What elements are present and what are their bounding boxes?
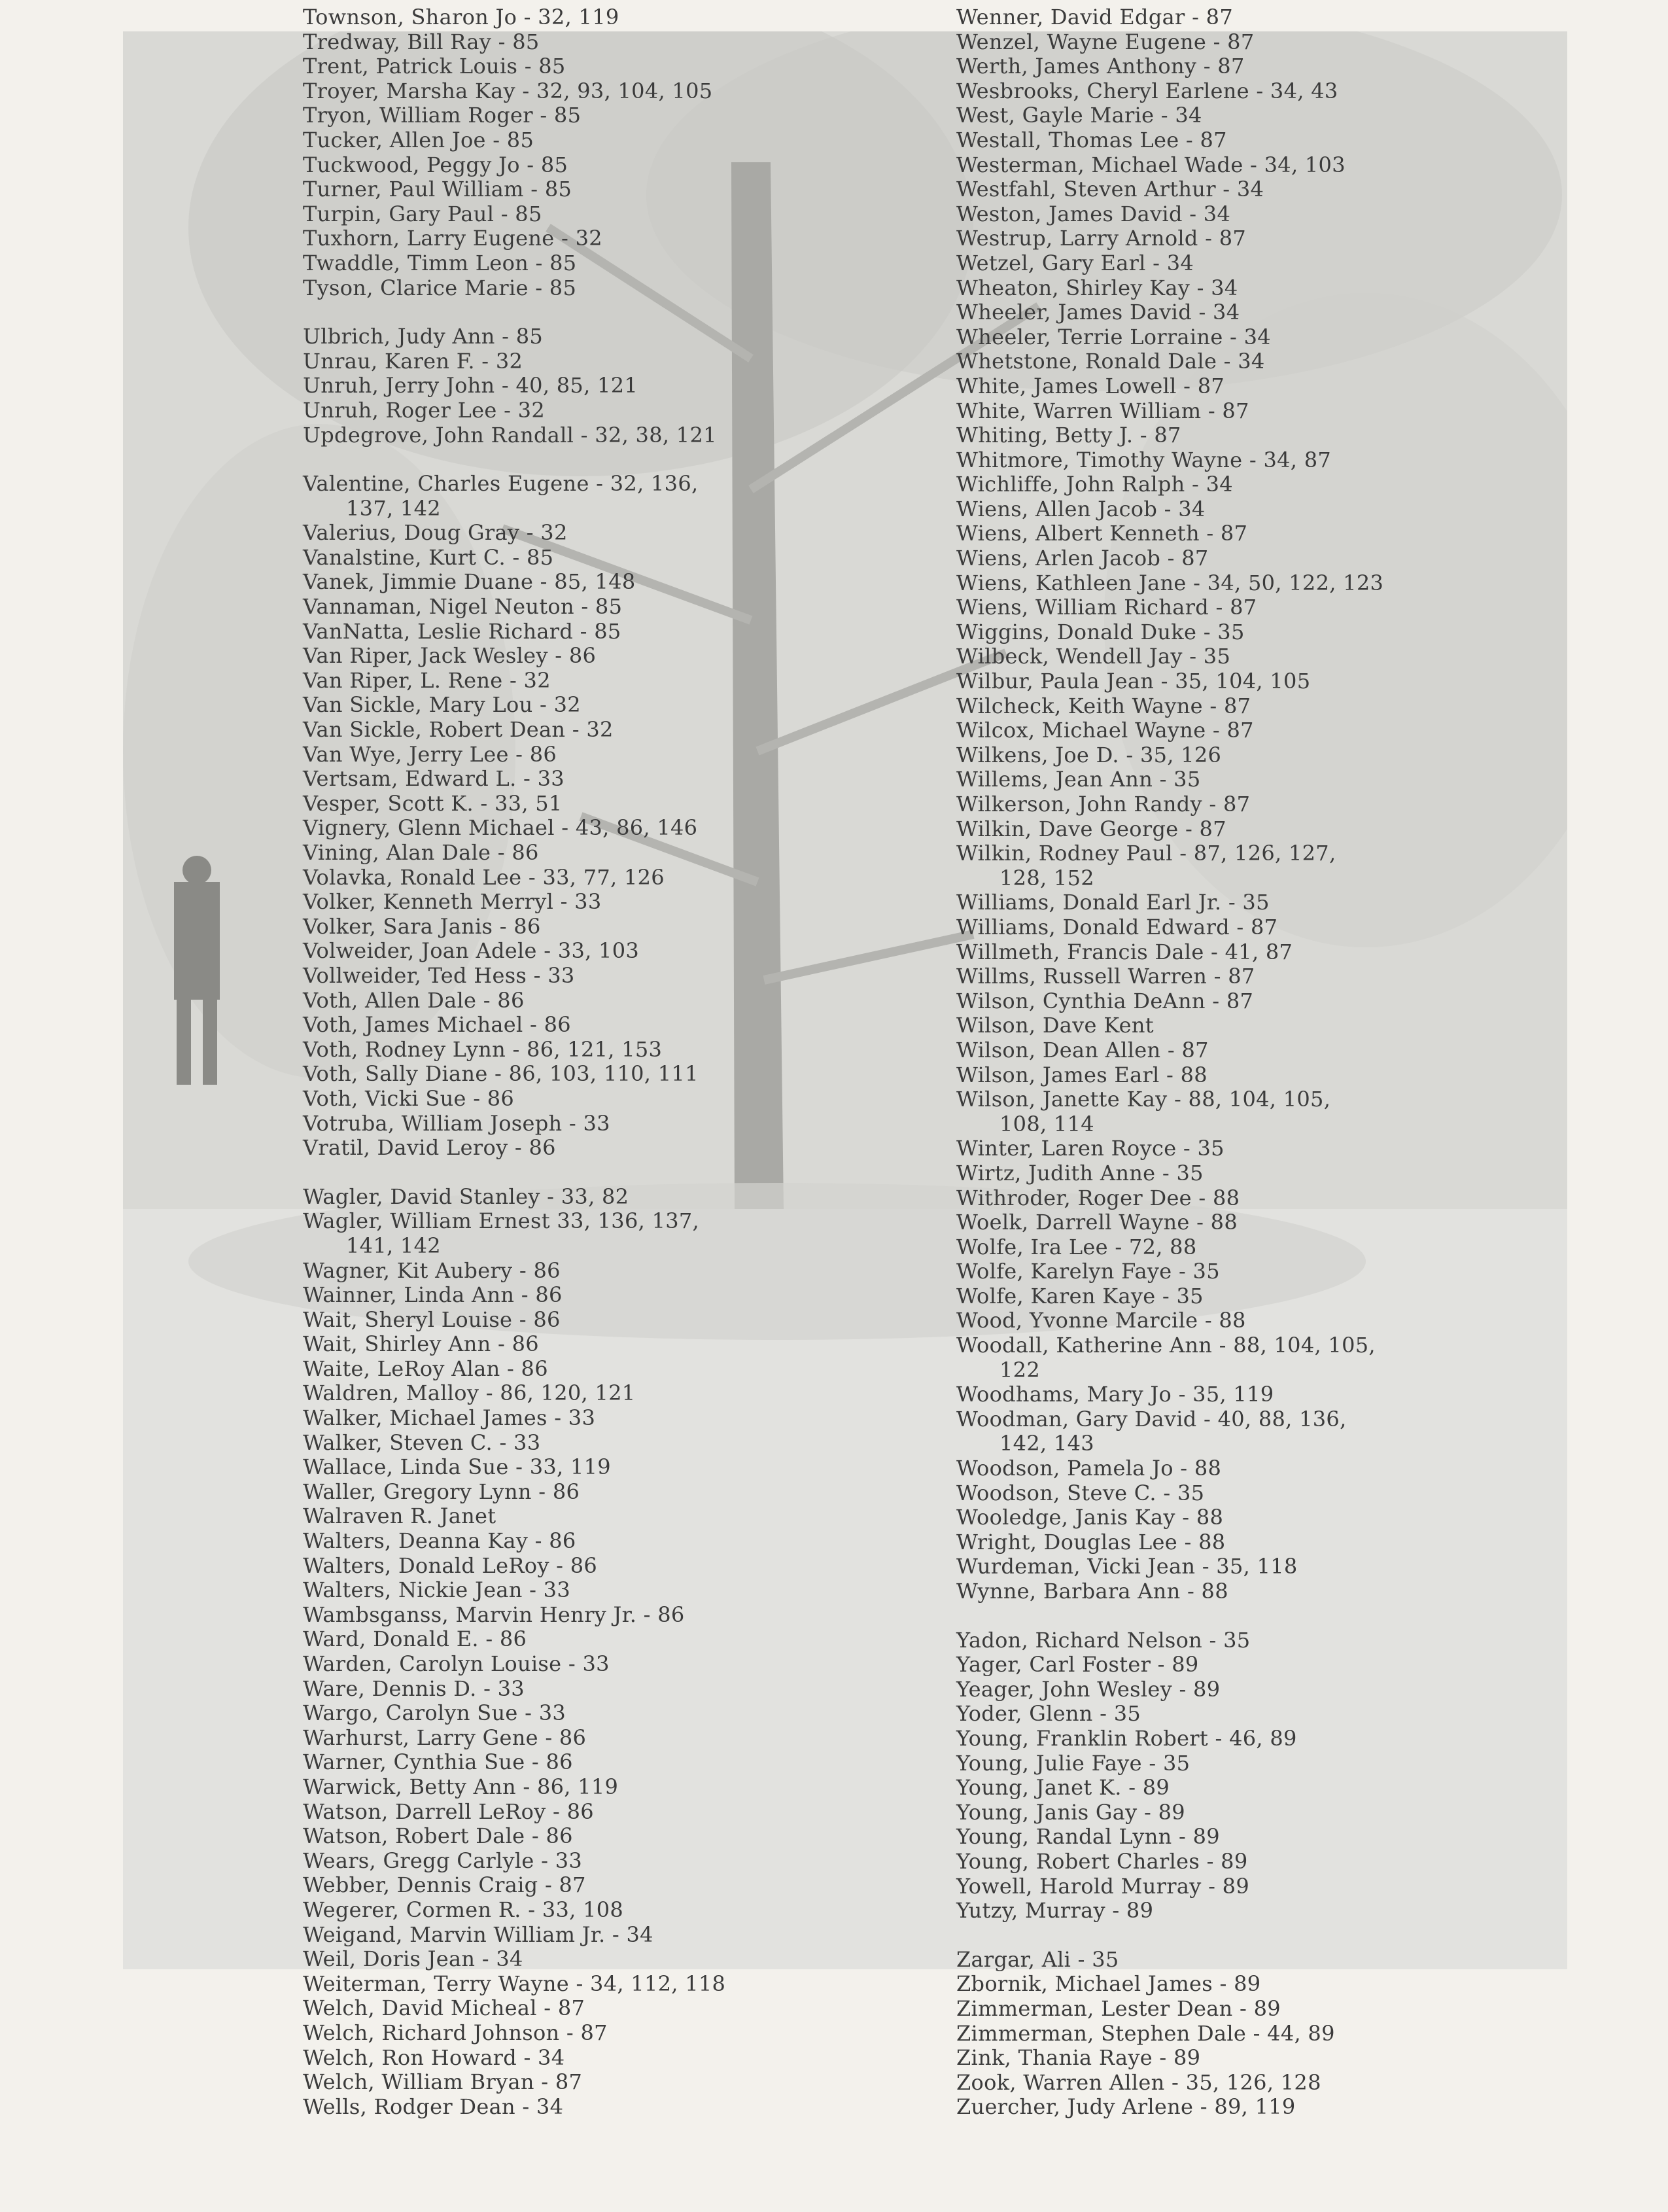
index-entry: Wynne, Barbara Ann - 88 <box>956 1579 1228 1604</box>
index-entry: Yadon, Richard Nelson - 35 <box>956 1627 1251 1653</box>
index-entry: Wenner, David Edgar - 87 <box>956 5 1233 29</box>
index-entry: Yager, Carl Foster - 89 <box>956 1652 1199 1677</box>
index-entry: Walker, Michael James - 33 <box>303 1405 596 1431</box>
section-gap <box>303 448 892 472</box>
index-entry: Wiens, Albert Kenneth - 87 <box>956 521 1248 546</box>
index-entry: Wurdeman, Vicki Jean - 35, 118 <box>956 1554 1298 1579</box>
index-entry: Wilcox, Michael Wayne - 87 <box>956 718 1254 743</box>
index-entry: Trent, Patrick Louis - 85 <box>303 54 566 79</box>
index-entry: Wilbeck, Wendell Jay - 35 <box>956 644 1231 669</box>
index-entry: Wilson, Dave Kent <box>956 1013 1154 1038</box>
index-entry: Updegrove, John Randall - 32, 38, 121 <box>303 422 717 448</box>
index-entry: Zbornik, Michael James - 89 <box>956 1971 1261 1997</box>
index-entry: Welch, William Bryan - 87 <box>303 2069 583 2095</box>
index-entry: Wetzel, Gary Earl - 34 <box>956 250 1194 275</box>
index-entry: Williams, Donald Edward - 87 <box>956 914 1278 939</box>
index-entry: Young, Janis Gay - 89 <box>956 1799 1185 1825</box>
index-entry: Weigand, Marvin William Jr. - 34 <box>303 1922 653 1947</box>
index-entry: Vannaman, Nigel Neuton - 85 <box>303 594 623 620</box>
index-entry: Williams, Donald Earl Jr. - 35 <box>956 890 1270 915</box>
index-entry: Wears, Gregg Carlyle - 33 <box>303 1848 583 1873</box>
index-entry: Van Riper, Jack Wesley - 86 <box>303 643 597 669</box>
index-entry: Vertsam, Edward L. - 33 <box>303 766 565 792</box>
index-entry: Westerman, Michael Wade - 34, 103 <box>956 152 1346 177</box>
index-entry: Tryon, William Roger - 85 <box>303 103 582 128</box>
index-entry: Weston, James David - 34 <box>956 201 1231 226</box>
index-entry: Wilbur, Paula Jean - 35, 104, 105 <box>956 669 1311 694</box>
index-entry: Wilson, James Earl - 88 <box>956 1062 1208 1087</box>
index-entry-continuation: 122 <box>999 1357 1040 1382</box>
index-entry: Wagler, David Stanley - 33, 82 <box>303 1184 629 1209</box>
index-entry: Yeager, John Wesley - 89 <box>956 1676 1221 1702</box>
index-entry: Volweider, Joan Adele - 33, 103 <box>303 938 640 964</box>
index-entry: White, Warren William - 87 <box>956 398 1249 423</box>
index-entry: Volker, Sara Janis - 86 <box>303 913 541 939</box>
index-entry: Twaddle, Timm Leon - 85 <box>303 250 577 275</box>
index-entry: Wolfe, Karelyn Faye - 35 <box>956 1259 1220 1284</box>
index-entry: Wilkin, Rodney Paul - 87, 126, 127, <box>956 841 1336 866</box>
index-entry: Wiens, William Richard - 87 <box>956 595 1257 620</box>
index-entry: Wilcheck, Keith Wayne - 87 <box>956 693 1251 718</box>
index-entry: Werth, James Anthony - 87 <box>956 54 1245 79</box>
index-entry: Young, Janet K. - 89 <box>956 1775 1170 1800</box>
index-entry: Warhurst, Larry Gene - 86 <box>303 1725 587 1750</box>
index-column-left <box>303 5 892 2119</box>
index-entry: Wheaton, Shirley Kay - 34 <box>956 275 1238 300</box>
index-entry: Votruba, William Joseph - 33 <box>303 1110 610 1136</box>
index-entry: Wallace, Linda Sue - 33, 119 <box>303 1454 611 1480</box>
index-entry: Wainner, Linda Ann - 86 <box>303 1282 563 1308</box>
index-column-right <box>956 5 1578 2120</box>
index-entry: Welch, Ron Howard - 34 <box>303 2045 565 2070</box>
index-entry: Woodman, Gary David - 40, 88, 136, <box>956 1406 1347 1431</box>
index-entry: Unruh, Roger Lee - 32 <box>303 397 545 423</box>
index-entry: Tuxhorn, Larry Eugene - 32 <box>303 226 602 251</box>
index-entry: Wolfe, Karen Kaye - 35 <box>956 1283 1204 1308</box>
index-entry: Winter, Laren Royce - 35 <box>956 1136 1225 1161</box>
index-entry: Woodall, Katherine Ann - 88, 104, 105, <box>956 1333 1376 1358</box>
index-entry: Yutzy, Murray - 89 <box>956 1898 1154 1923</box>
index-entry: Whitmore, Timothy Wayne - 34, 87 <box>956 447 1332 472</box>
index-entry: Waldren, Malloy - 86, 120, 121 <box>303 1380 636 1406</box>
index-entry: Welch, David Micheal - 87 <box>303 1995 585 2021</box>
index-entry: Willms, Russell Warren - 87 <box>956 964 1255 989</box>
index-entry: Woodson, Pamela Jo - 88 <box>956 1456 1222 1481</box>
index-entry: West, Gayle Marie - 34 <box>956 103 1202 128</box>
index-entry: Webber, Dennis Craig - 87 <box>303 1872 586 1898</box>
index-entry: Voth, Rodney Lynn - 86, 121, 153 <box>303 1036 663 1062</box>
index-entry: Watson, Darrell LeRoy - 86 <box>303 1799 594 1824</box>
index-entry: Wright, Douglas Lee - 88 <box>956 1529 1226 1554</box>
index-entry: Valentine, Charles Eugene - 32, 136, <box>303 471 699 497</box>
index-entry-continuation: 141, 142 <box>346 1233 441 1258</box>
index-entry: Vollweider, Ted Hess - 33 <box>303 962 575 988</box>
index-entry-continuation: 137, 142 <box>346 495 441 521</box>
index-entry: Walters, Nickie Jean - 33 <box>303 1577 570 1603</box>
index-entry: Woodhams, Mary Jo - 35, 119 <box>956 1382 1274 1407</box>
index-entry: Zargar, Ali - 35 <box>956 1946 1119 1972</box>
index-entry: Wheeler, Terrie Lorraine - 34 <box>956 324 1271 349</box>
index-entry: Woodson, Steve C. - 35 <box>956 1480 1205 1505</box>
index-entry: Wilkin, Dave George - 87 <box>956 816 1226 841</box>
index-entry: Wesbrooks, Cheryl Earlene - 34, 43 <box>956 78 1338 103</box>
index-entry: Walters, Deanna Kay - 86 <box>303 1528 576 1554</box>
index-entry: Vanek, Jimmie Duane - 85, 148 <box>303 569 636 595</box>
index-entry: Tuckwood, Peggy Jo - 85 <box>303 152 568 177</box>
index-entry: Van Riper, L. Rene - 32 <box>303 667 551 693</box>
index-entry: Waite, LeRoy Alan - 86 <box>303 1356 548 1381</box>
index-entry: Voth, James Michael - 86 <box>303 1012 571 1038</box>
index-entry-continuation: 128, 152 <box>999 865 1094 890</box>
index-entry: Vratil, David Leroy - 86 <box>303 1135 556 1161</box>
index-entry: Weiterman, Terry Wayne - 34, 112, 118 <box>303 1971 726 1996</box>
index-entry: Ulbrich, Judy Ann - 85 <box>303 324 544 349</box>
index-entry: Wegerer, Cormen R. - 33, 108 <box>303 1897 624 1922</box>
index-entry: Walters, Donald LeRoy - 86 <box>303 1553 598 1578</box>
index-entry: Warden, Carolyn Louise - 33 <box>303 1651 610 1676</box>
index-entry: Wilkerson, John Randy - 87 <box>956 792 1251 816</box>
index-entry: Volavka, Ronald Lee - 33, 77, 126 <box>303 864 665 890</box>
index-entry: Wagner, Kit Aubery - 86 <box>303 1257 561 1283</box>
index-entry: Wiens, Kathleen Jane - 34, 50, 122, 123 <box>956 570 1384 595</box>
index-entry: Walraven R. Janet <box>303 1503 496 1529</box>
index-entry: Westfahl, Steven Arthur - 34 <box>956 177 1264 202</box>
index-entry: Yowell, Harold Murray - 89 <box>956 1873 1249 1899</box>
index-entry: Wolfe, Ira Lee - 72, 88 <box>956 1234 1197 1259</box>
index-entry: Turpin, Gary Paul - 85 <box>303 201 542 226</box>
index-entry: Wargo, Carolyn Sue - 33 <box>303 1700 566 1726</box>
index-entry: Wichliffe, John Ralph - 34 <box>956 472 1233 497</box>
index-entry: Voth, Sally Diane - 86, 103, 110, 111 <box>303 1061 699 1087</box>
index-entry: Wiggins, Donald Duke - 35 <box>956 619 1245 644</box>
index-entry: Vining, Alan Dale - 86 <box>303 840 539 865</box>
index-entry-continuation: 108, 114 <box>999 1111 1094 1136</box>
index-entry: Voth, Allen Dale - 86 <box>303 987 525 1013</box>
index-entry: Wagler, William Ernest 33, 136, 137, <box>303 1208 700 1234</box>
index-entry: Yoder, Glenn - 35 <box>956 1701 1141 1727</box>
index-entry: Willems, Jean Ann - 35 <box>956 767 1201 792</box>
index-entry: Wambsganss, Marvin Henry Jr. - 86 <box>303 1602 685 1627</box>
index-entry: Young, Julie Faye - 35 <box>956 1750 1190 1776</box>
index-entry: Young, Randal Lynn - 89 <box>956 1824 1220 1850</box>
index-entry: Young, Robert Charles - 89 <box>956 1848 1248 1874</box>
index-entry: Woelk, Darrell Wayne - 88 <box>956 1210 1238 1235</box>
index-entry: Zimmerman, Stephen Dale - 44, 89 <box>956 2020 1335 2046</box>
index-entry: Wirtz, Judith Anne - 35 <box>956 1160 1204 1185</box>
index-entry: Zink, Thania Raye - 89 <box>956 2045 1201 2071</box>
index-entry: Westall, Thomas Lee - 87 <box>956 127 1227 152</box>
index-entry: White, James Lowell - 87 <box>956 373 1225 398</box>
index-entry: Unruh, Jerry John - 40, 85, 121 <box>303 373 638 398</box>
index-entry: Wiens, Arlen Jacob - 87 <box>956 546 1209 571</box>
index-entry: Townson, Sharon Jo - 32, 119 <box>303 5 619 29</box>
index-entry: Whetstone, Ronald Dale - 34 <box>956 349 1265 374</box>
index-entry: Wait, Sheryl Louise - 86 <box>303 1307 561 1332</box>
section-gap <box>956 1604 1578 1628</box>
index-entry: Wilkens, Joe D. - 35, 126 <box>956 742 1222 767</box>
index-entry: Waller, Gregory Lynn - 86 <box>303 1479 580 1504</box>
index-entry: Wood, Yvonne Marcile - 88 <box>956 1308 1246 1333</box>
index-entry: Ware, Dennis D. - 33 <box>303 1676 525 1701</box>
index-entry: Tucker, Allen Joe - 85 <box>303 127 534 152</box>
index-entry: Withroder, Roger Dee - 88 <box>956 1185 1240 1210</box>
index-entry: Vesper, Scott K. - 33, 51 <box>303 790 563 816</box>
index-entry: Ward, Donald E. - 86 <box>303 1626 527 1652</box>
index-entry: Young, Franklin Robert - 46, 89 <box>956 1725 1297 1751</box>
section-gap <box>956 1923 1578 1948</box>
index-entry: Warner, Cynthia Sue - 86 <box>303 1749 573 1775</box>
index-entry: Van Sickle, Mary Lou - 32 <box>303 692 581 718</box>
index-entry: Van Sickle, Robert Dean - 32 <box>303 717 614 743</box>
index-entry: Willmeth, Francis Dale - 41, 87 <box>956 939 1293 964</box>
index-entry: Voth, Vicki Sue - 86 <box>303 1085 515 1111</box>
index-entry: Vignery, Glenn Michael - 43, 86, 146 <box>303 815 698 841</box>
index-entry: Wenzel, Wayne Eugene - 87 <box>956 29 1255 54</box>
index-entry: Wilson, Dean Allen - 87 <box>956 1037 1209 1062</box>
index-entry: Welch, Richard Johnson - 87 <box>303 2020 608 2045</box>
index-entry: Wait, Shirley Ann - 86 <box>303 1331 539 1357</box>
index-entry: Westrup, Larry Arnold - 87 <box>956 226 1247 251</box>
index-entry: Troyer, Marsha Kay - 32, 93, 104, 105 <box>303 78 713 103</box>
index-entry: VanNatta, Leslie Richard - 85 <box>303 618 621 644</box>
index-entry: Wells, Rodger Dean - 34 <box>303 2094 564 2119</box>
index-entry: Volker, Kenneth Merryl - 33 <box>303 889 602 915</box>
index-entry: Unrau, Karen F. - 32 <box>303 348 523 374</box>
index-entry: Wooledge, Janis Kay - 88 <box>956 1505 1224 1530</box>
index-entry: Whiting, Betty J. - 87 <box>956 423 1181 448</box>
index-entry: Wilson, Janette Kay - 88, 104, 105, <box>956 1087 1331 1112</box>
index-entry: Wilson, Cynthia DeAnn - 87 <box>956 988 1254 1013</box>
index-entry: Watson, Robert Dale - 86 <box>303 1823 573 1849</box>
index-entry: Zook, Warren Allen - 35, 126, 128 <box>956 2069 1321 2095</box>
index-entry: Walker, Steven C. - 33 <box>303 1430 541 1455</box>
index-entry: Tredway, Bill Ray - 85 <box>303 29 540 54</box>
index-entry-continuation: 142, 143 <box>999 1431 1094 1456</box>
index-entry: Vanalstine, Kurt C. - 85 <box>303 544 554 570</box>
index-entry: Van Wye, Jerry Lee - 86 <box>303 741 557 767</box>
index-entry: Tyson, Clarice Marie - 85 <box>303 275 577 300</box>
section-gap <box>303 300 892 325</box>
index-entry: Wheeler, James David - 34 <box>956 300 1240 325</box>
index-entry: Valerius, Doug Gray - 32 <box>303 520 568 546</box>
index-entry: Wiens, Allen Jacob - 34 <box>956 496 1206 521</box>
index-entry: Warwick, Betty Ann - 86, 119 <box>303 1774 619 1799</box>
index-entry: Weil, Doris Jean - 34 <box>303 1946 523 1972</box>
index-entry: Zimmerman, Lester Dean - 89 <box>956 1995 1281 2021</box>
index-entry: Zuercher, Judy Arlene - 89, 119 <box>956 2094 1296 2120</box>
section-gap <box>303 1161 892 1185</box>
index-entry: Turner, Paul William - 85 <box>303 177 572 202</box>
